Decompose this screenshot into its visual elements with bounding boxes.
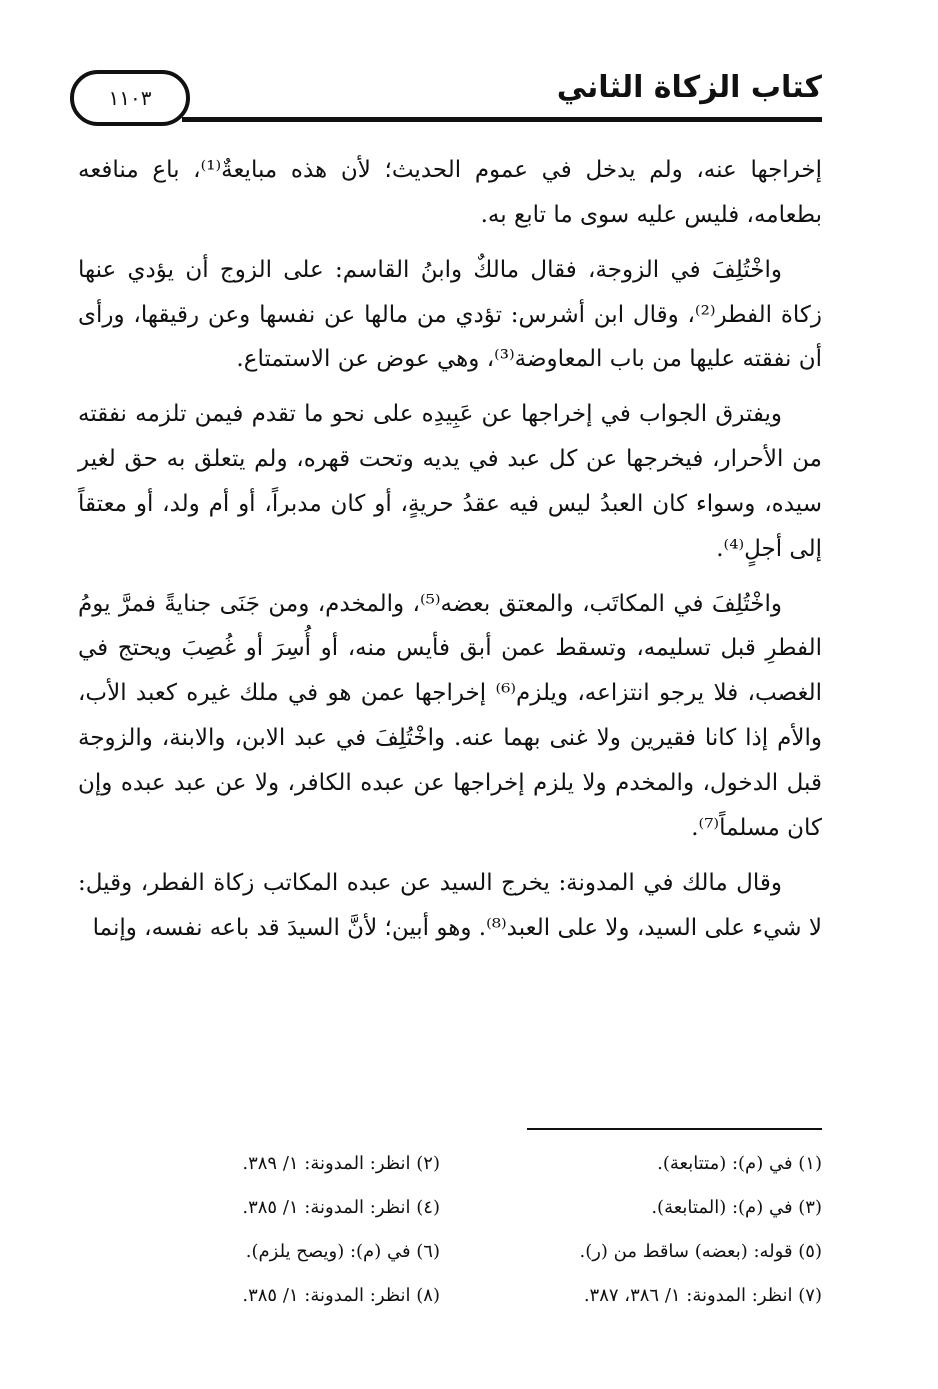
footnote-3: (٣) في (م): (المتابعة). — [651, 1197, 822, 1218]
header-rule — [182, 117, 822, 122]
book-title: كتاب الزكاة الثاني — [556, 70, 822, 105]
footnote-4: (٤) انظر: المدونة: ١/ ٣٨٥. — [242, 1197, 440, 1218]
footnotes — [78, 1150, 822, 1310]
main-text — [78, 148, 822, 960]
footnote-5: (٥) قوله: (بعضه) ساقط من (ر). — [579, 1241, 822, 1262]
paragraph-1: إخراجها عنه، ولم يدخل في عموم الحديث؛ لأن هذه مبايعةٌ⁽¹⁾، باع منافعه بطعامه، فليس عليه سوى ما تابع به. — [78, 157, 822, 228]
footnote-2: (٢) انظر: المدونة: ١/ ٣٨٩. — [242, 1153, 440, 1174]
page-number-badge — [70, 70, 190, 126]
footnote-8: (٨) انظر: المدونة: ١/ ٣٨٥. — [242, 1285, 440, 1306]
page-number: ١١٠٣ — [108, 86, 152, 110]
footnote-separator — [527, 1128, 822, 1130]
footnote-7: (٧) انظر: المدونة: ١/ ٣٨٦، ٣٨٧. — [583, 1285, 822, 1306]
paragraph-5: وقال مالك في المدونة: يخرج السيد عن عبده المكاتب زكاة الفطر، وقيل: لا شيء على السيد، ولا على العبد⁽⁸⁾. وهو أبين؛ لأنَّ السيدَ قد باعه نفسه، وإنما — [78, 869, 822, 941]
footnote-6: (٦) في (م): (ويصح يلزم). — [245, 1241, 440, 1262]
paragraph-3: ويفترق الجواب في إخراجها عن عَبِيدِه على نحو ما تقدم فيمن تلزمه نفقته من الأحرار، فيخرجها عن كل عبد في يديه وتحت قهره، ولم يتعلق به حق لغير سيده، وسواء كان العبدُ ليس فيه عقدُ حريةٍ، أو كان مدبراً، أو أم ولد، أو معتقاً إلى أجلٍ⁽⁴⁾. — [78, 401, 822, 562]
paragraph-4: واخْتُلِفَ في المكاتَب، والمعتق بعضه⁽⁵⁾، والمخدم، ومن جَنَى جنايةً فمرَّ يومُ الفطرِ قبل تسليمه، وتسقط عمن أبق فأيس منه، أو أُسِرَ أو غُصِبَ ويحتج في الغصب، فلا يرجو انتزاعه، ويلزم⁽⁶⁾ إخراجها عمن هو في ملك غيره كعبد الأب، والأم إذا كانا فقيرين ولا غنى بهما عنه. واخْتُلِفَ في عبد الابن، والابنة، والزوجة قبل الدخول، والمخدم ولا يلزم إخراجها عن عبده الكافر، ولا عن عبد عبده وإن كان مسلماً⁽⁷⁾. — [78, 590, 822, 841]
paragraph-2: واخْتُلِفَ في الزوجة، فقال مالكٌ وابنُ القاسم: على الزوج أن يؤدي عنها زكاة الفطر⁽²⁾، وقال ابن أشرس: تؤدي من مالها عن نفسها وعن رقيقها، ورأى أن نفقته عليها من باب المعاوضة⁽³⁾، وهي عوض عن الاستمتاع. — [78, 256, 822, 373]
footnote-1: (١) في (م): (متتابعة). — [657, 1153, 822, 1174]
page-header — [70, 62, 822, 132]
